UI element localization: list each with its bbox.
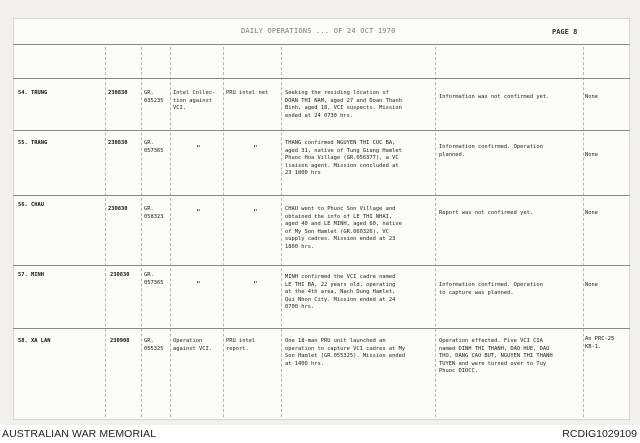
remarks-cell: None [585,152,598,158]
table-rule [13,78,630,79]
ditto-mark: " [253,280,258,289]
column-divider [223,47,224,417]
grid-cell: GR. 055325 [144,338,164,352]
action-cell: Seeking the residing location of DOAN THI NAM, aged 27 and Doan Thanh Binh, aged 18, VCI suspects. Mission ended at 24 0730 hrs. [285,90,402,119]
table-rule [13,195,630,196]
document-title: DAILY OPERATIONS ... OF 24 OCT 1970 [241,27,396,35]
result-cell: Operation effected. Five VCI CIA named DINH THI THANH, DAO HUE, DAO THO, DANG CAO BUT, NGUYEN THI THANH TUYEN and were turned over to Tuy Phuoc DIOCC. [439,338,553,375]
action-cell: One 18-man PRU unit launched an operation to capture VCI cadres at My Son Hamlet (GR.055325). Mission ended at 1400 hrs. [285,338,406,367]
page-number: PAGE 8 [552,28,578,36]
time-cell: 230830 [108,90,128,96]
column-divider [435,47,436,417]
column-divider [281,47,282,417]
remarks-cell: An PRC-25 KB-1. [585,336,615,350]
column-divider [141,47,142,417]
table-rule [13,328,630,329]
operation-name: 54. TRUNG [18,90,48,96]
column-divider [105,47,106,417]
ditto-mark: " [196,144,201,153]
action-cell: THANG confirmed NGUYEN THI CUC BA, aged 31, native of Tung Giang Hamlet Phuoc Hoa Village (GR.056377), a VC liaison agent. Mission concluded at 23 1800 hrs [285,140,402,177]
document-sheet [13,18,630,420]
ditto-mark: " [196,280,201,289]
operation-name: 56. CHAU [18,202,44,208]
time-cell: 230830 [110,272,130,278]
column-divider [170,47,171,417]
result-cell: Information confirmed. Operation planned. [439,144,543,158]
operation-name: 58. XA LAN [18,338,51,344]
action-cell: CHAU went to Phuoc Son Village and obtained the info of LE THI NHAI, aged 40 and LE MINH, aged 60, native of My Son Hamlet (GR.060326), VC supply cadres. Mission ended at 23 1800 hrs. [285,206,402,250]
type-cell: Intel Collec- tion against VCI. [173,90,216,112]
table-rule [13,44,630,45]
grid-cell: GR. 057365 [144,140,164,154]
ditto-mark: " [253,144,258,153]
time-cell: 230900 [110,338,130,344]
grid-cell: GR. 057365 [144,272,164,286]
result-cell: Information was not confirmed yet. [439,94,550,100]
table-rule [13,265,630,266]
action-cell: MINH confirmed the VCI cadre named LE THI BA, 22 years old, operating at the 4th area, Nach Dung Hamlet, Qui Nhon City. Mission ended at 24 0700 hrs. [285,274,396,311]
type-cell: Operation against VCI. [173,338,212,352]
mission-cell: PRU intel net [226,90,269,96]
ditto-mark: " [196,208,201,217]
operation-name: 55. TRANG [18,140,48,146]
remarks-cell: None [585,210,598,216]
result-cell: Information confirmed. Operation to capture was planned. [439,282,543,296]
ditto-mark: " [253,208,258,217]
archive-id: RCDIG1029109 [562,428,637,440]
remarks-cell: None [585,94,598,100]
time-cell: 230830 [108,206,128,212]
archive-credit: AUSTRALIAN WAR MEMORIAL [2,428,157,440]
mission-cell: PRU intel report. [226,338,256,352]
table-rule [13,130,630,131]
time-cell: 230830 [108,140,128,146]
grid-cell: GR. 058323 [144,206,164,220]
remarks-cell: None [585,282,598,288]
grid-cell: GR. 035235 [144,90,164,104]
column-divider [583,47,584,417]
result-cell: Report was not confirmed yet. [439,210,534,216]
operation-name: 57. MINH [18,272,44,278]
